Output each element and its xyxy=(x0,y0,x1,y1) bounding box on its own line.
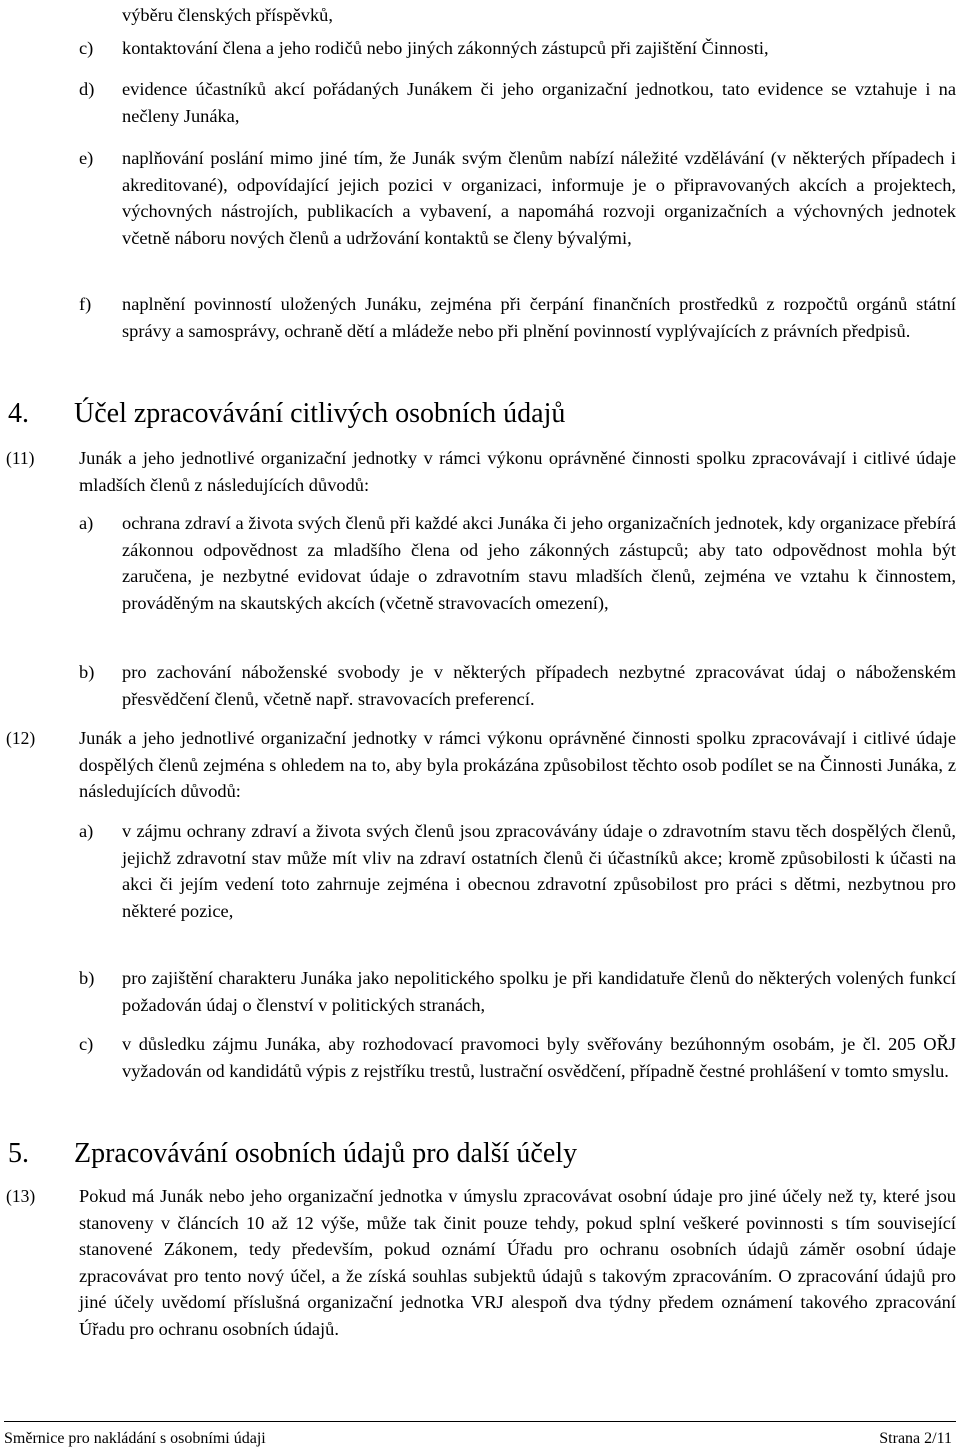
p11-item-b: pro zachování náboženské svobody je v některých případech nezbytné zpracovávat údaj o náboženském přesvědčení členů, včetně např. stravovacích preferencí. xyxy=(122,662,956,709)
footer-document-title: Směrnice pro nakládání s osobními údaji xyxy=(4,1430,266,1447)
list-label-e: e) xyxy=(79,148,94,168)
paragraph-13-number: (13) xyxy=(6,1186,36,1206)
list-label-f: f) xyxy=(79,294,92,314)
p12-label-b: b) xyxy=(79,968,95,988)
list-item-d: evidence účastníků akcí pořádaných Junákem či jeho organizační jednotkou, tato evidence se vztahuje i na nečleny Junáka, xyxy=(122,79,956,126)
p11-item-a: ochrana zdraví a života svých členů při každé akci Junáka či jeho organizačních jednotek, kdy organizace přebírá zákonnou odpovědnost za mladšího člena od jeho zákonných zástupců; aby tato odpovědnost mohla být zaručena, je nezbytné evidovat údaje o zdravotním stavu mladších členů, zejména ve vztahu k činnostem, prováděným na skautských akcích (včetně stravovacích omezení), xyxy=(122,513,956,613)
footer-page-number: Strana 2/11 xyxy=(879,1430,952,1447)
continuation-text: výběru členských příspěvků, xyxy=(122,5,333,25)
list-item-e: naplňování poslání mimo jiné tím, že Junák svým členům nabízí náležité vzdělávání (v některých případech i akreditované), odpovídající jejich pozici v organizaci, informuje je o připravovaných akcích a projektech, výchovných nástrojích, publikacích a vybavení, a napomáhá rozvoji organizačních a výchovných jednotek včetně náboru nových členů a udržování kontaktů se členy bývalými, xyxy=(122,148,956,248)
paragraph-12-number: (12) xyxy=(6,728,36,748)
p11-label-b: b) xyxy=(79,662,95,682)
p12-item-b: pro zajištění charakteru Junáka jako nepolitického spolku je při kandidatuře členů do některých volených funkcí požadován údaj o členství v politických stranách, xyxy=(122,968,956,1015)
paragraph-13-text: Pokud má Junák nebo jeho organizační jednotka v úmyslu zpracovávat osobní údaje pro jiné účely než ty, které jsou stanoveny v článcích 10 až 12 výše, může tak činit pouze tehdy, pokud splní veškeré povinnosti s tím související stanovené Zákonem, tedy především, pokud oznámí Úřadu pro ochranu osobních údajů záměr osobní údaje zpracovávat pro tento nový účel, a že získá souhlas subjektů údajů s takovým zpracováním. O zpracování údajů pro jiné účely uvědomí příslušná organizační jednotka VRJ alespoň dva týdny předem oznámení takového zpracování Úřadu pro ochranu osobních údajů. xyxy=(79,1186,956,1339)
list-label-d: d) xyxy=(79,79,95,99)
p12-label-a: a) xyxy=(79,821,94,841)
paragraph-12-text: Junák a jeho jednotlivé organizační jednotky v rámci výkonu oprávněné činnosti spolku zpracovávají i citlivé údaje dospělých členů zejména s ohledem na to, aby byla prokázána způsobilost těchto osob podílet se na Činnosti Junáka, z následujících důvodů: xyxy=(79,728,956,801)
p12-item-c: v důsledku zájmu Junáka, aby rozhodovací pravomoci byly svěřovány bezúhonným osobám, je čl. 205 OŘJ vyžadován od kandidátů výpis z rejstříku trestů, lustrační osvědčení, případně čestné prohlášení v tomto smyslu. xyxy=(122,1034,956,1081)
section-4-title: Účel zpracovávání citlivých osobních údajů xyxy=(74,398,566,429)
p11-label-a: a) xyxy=(79,513,94,533)
list-item-f: naplnění povinností uložených Junáku, zejména při čerpání finančních prostředků z rozpočtů orgánů státní správy a samosprávy, ochraně dětí a mládeže nebo při plnění povinností vyplývajících z právních předpisů. xyxy=(122,294,956,341)
paragraph-11-text: Junák a jeho jednotlivé organizační jednotky v rámci výkonu oprávněné činnosti spolku zpracovávají i citlivé údaje mladších členů z následujících důvodů: xyxy=(79,448,956,495)
section-5-title: Zpracovávání osobních údajů pro další účely xyxy=(74,1138,578,1169)
p12-label-c: c) xyxy=(79,1034,94,1054)
paragraph-11-number: (11) xyxy=(6,448,35,468)
p12-item-a: v zájmu ochrany zdraví a života svých členů jsou zpracovávány údaje o zdravotním stavu těch dospělých členů, jejichž zdravotní stav může mít vliv na zdraví ostatních členů či účastníků akce; kromě způsobilosti k účasti na akci či jejím vedení toto zahrnuje zejména i obecnou zdravotní způsobilost pro práci s dětmi, nezbytnou pro některé pozice, xyxy=(122,821,956,921)
section-4-number: 4. xyxy=(8,398,29,429)
list-item-c: kontaktování člena a jeho rodičů nebo jiných zákonných zástupců při zajištění Činnosti, xyxy=(122,38,769,58)
list-label-c: c) xyxy=(79,38,94,58)
footer-rule xyxy=(4,1421,956,1422)
section-5-number: 5. xyxy=(8,1138,29,1169)
